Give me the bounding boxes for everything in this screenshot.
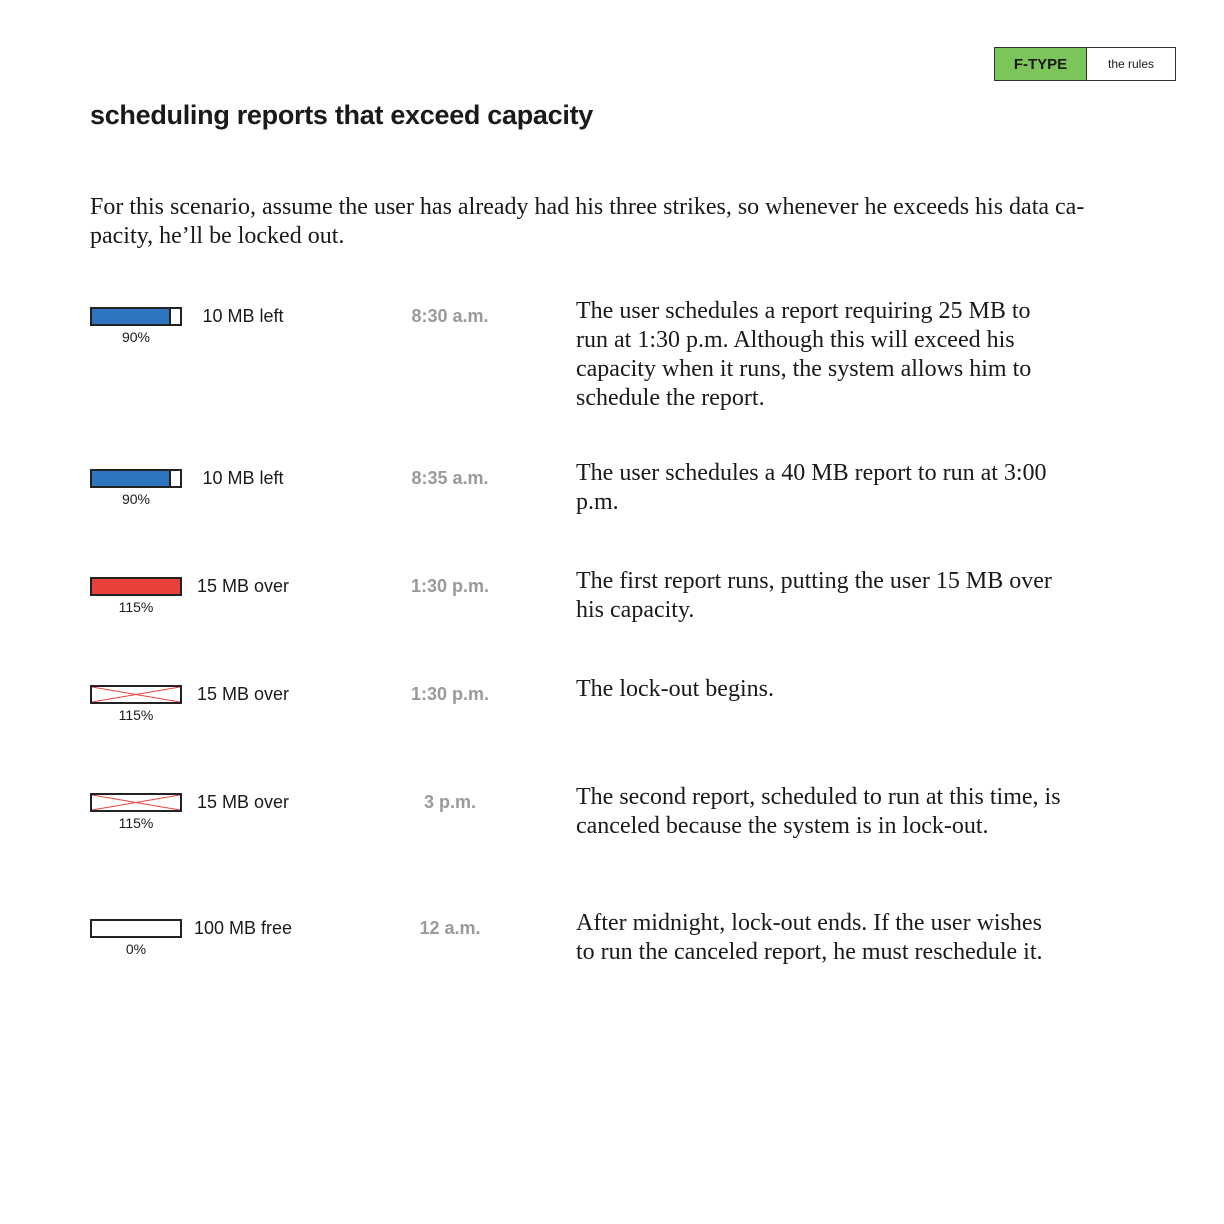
event-time: 1:30 p.m. [410, 684, 490, 704]
event-description: After midnight, lock-out ends. If the user wishes to run the canceled report, he must reschedule it. [576, 910, 1043, 965]
capacity-bar-fill [92, 471, 171, 486]
section-label: the rules [1107, 57, 1155, 71]
intro-paragraph: For this scenario, assume the user has already had his three strikes, so whenever he exceeds his data ca-pacity, he’ll be locked out. [90, 194, 1085, 249]
capacity-status: 10 MB left [202, 468, 284, 488]
capacity-bar [90, 469, 182, 488]
event-description: The first report runs, putting the user 15 MB over his capacity. [576, 568, 1052, 623]
lockout-x-icon [92, 687, 180, 702]
event-time: 12 a.m. [419, 918, 481, 938]
capacity-bar [90, 307, 182, 326]
capacity-status: 15 MB over [196, 684, 290, 704]
event-description: The user schedules a report requiring 25 MB to run at 1:30 p.m. Although this will exceed his capacity when it runs, the system allows him to schedule the report. [576, 298, 1032, 411]
capacity-percent: 115% [118, 599, 154, 615]
capacity-percent: 90% [121, 491, 151, 507]
capacity-bar-fill [92, 579, 180, 594]
capacity-percent: 115% [118, 815, 154, 831]
event-time: 1:30 p.m. [410, 576, 490, 596]
capacity-percent: 0% [125, 941, 147, 957]
event-time: 8:30 a.m. [411, 306, 489, 326]
lockout-x-icon [92, 795, 180, 810]
event-time: 8:35 a.m. [411, 468, 489, 488]
event-description: The user schedules a 40 MB report to run at 3:00 p.m. [576, 460, 1047, 515]
capacity-bar-fill [92, 309, 171, 324]
event-description: The second report, scheduled to run at this time, is canceled because the system is in lock-out. [576, 784, 1061, 839]
capacity-bar [90, 685, 182, 704]
f-type-tag [994, 47, 1176, 81]
capacity-status: 15 MB over [196, 792, 290, 812]
capacity-status: 15 MB over [196, 576, 290, 596]
capacity-status: 100 MB free [193, 918, 293, 938]
page-title: scheduling reports that exceed capacity [90, 100, 593, 130]
capacity-percent: 115% [118, 707, 154, 723]
capacity-bar [90, 919, 182, 938]
capacity-bar [90, 577, 182, 596]
capacity-percent: 90% [121, 329, 151, 345]
event-time: 3 p.m. [423, 792, 476, 812]
f-type-label: F-TYPE [995, 48, 1087, 80]
capacity-bar [90, 793, 182, 812]
event-description: The lock-out begins. [576, 676, 774, 702]
capacity-status: 10 MB left [202, 306, 284, 326]
